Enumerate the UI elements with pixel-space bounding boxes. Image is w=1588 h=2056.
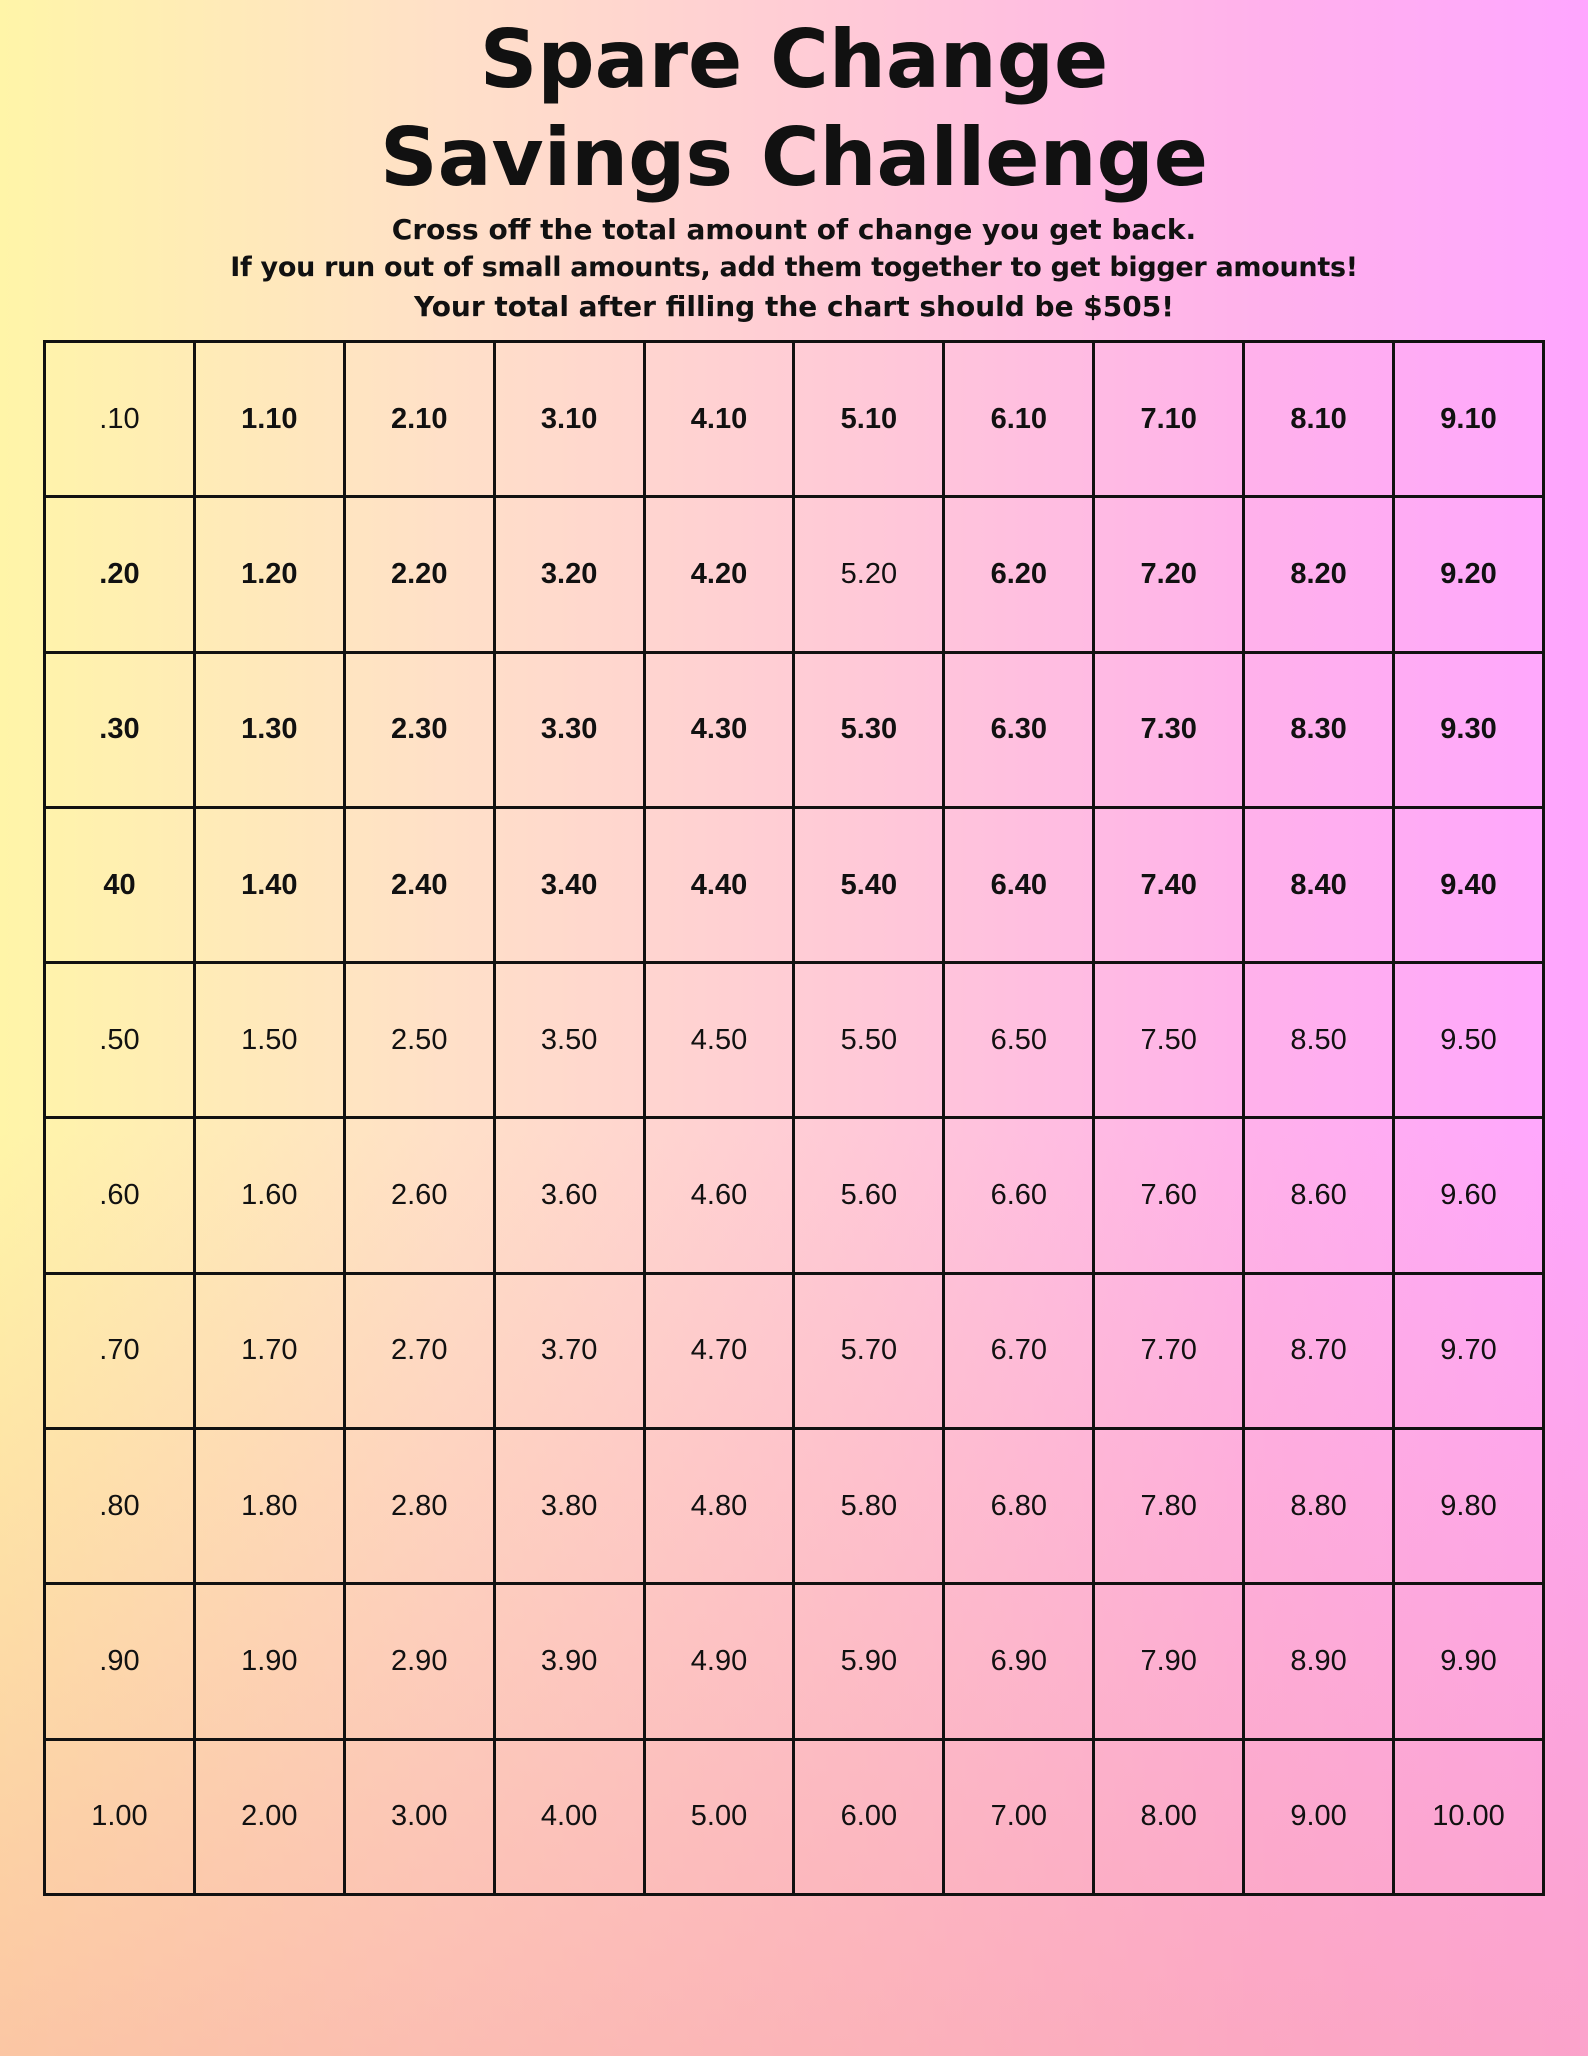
amount-cell[interactable]: 4.30 — [644, 652, 794, 807]
amount-cell[interactable]: 8.20 — [1244, 497, 1394, 652]
amount-cell[interactable]: 1.00 — [45, 1739, 195, 1894]
amount-cell[interactable]: 9.80 — [1394, 1429, 1544, 1584]
amount-cell[interactable]: 9.20 — [1394, 497, 1544, 652]
amount-cell[interactable]: 2.70 — [344, 1273, 494, 1428]
amount-cell[interactable]: 8.50 — [1244, 963, 1394, 1118]
amount-cell[interactable]: 1.40 — [194, 807, 344, 962]
amount-cell[interactable]: 6.90 — [944, 1584, 1094, 1739]
amount-cell[interactable]: 2.20 — [344, 497, 494, 652]
amount-cell[interactable]: 6.40 — [944, 807, 1094, 962]
amount-cell[interactable]: 8.80 — [1244, 1429, 1394, 1584]
amount-cell[interactable]: 9.10 — [1394, 342, 1544, 497]
amount-cell[interactable]: 4.40 — [644, 807, 794, 962]
amount-cell[interactable]: 7.00 — [944, 1739, 1094, 1894]
amount-cell[interactable]: 5.50 — [794, 963, 944, 1118]
amount-cell[interactable]: .80 — [45, 1429, 195, 1584]
title-line-1: Spare Change — [479, 13, 1109, 106]
amount-cell[interactable]: 8.70 — [1244, 1273, 1394, 1428]
amount-cell[interactable]: 7.20 — [1094, 497, 1244, 652]
amount-cell[interactable]: 7.90 — [1094, 1584, 1244, 1739]
amount-cell[interactable]: 6.10 — [944, 342, 1094, 497]
amount-cell[interactable]: 6.20 — [944, 497, 1094, 652]
amount-cell[interactable]: 4.20 — [644, 497, 794, 652]
amount-cell[interactable]: 2.40 — [344, 807, 494, 962]
amount-cell[interactable]: 4.50 — [644, 963, 794, 1118]
amount-cell[interactable]: 6.00 — [794, 1739, 944, 1894]
amount-cell[interactable]: 7.40 — [1094, 807, 1244, 962]
table-row — [45, 807, 1544, 962]
amount-cell[interactable]: 2.50 — [344, 963, 494, 1118]
amount-cell[interactable]: .90 — [45, 1584, 195, 1739]
amount-cell[interactable]: 40 — [45, 807, 195, 962]
amount-cell[interactable]: 5.00 — [644, 1739, 794, 1894]
amount-cell[interactable]: .60 — [45, 1118, 195, 1273]
amount-cell[interactable]: 5.20 — [794, 497, 944, 652]
table-row — [45, 963, 1544, 1118]
amount-cell[interactable]: 1.30 — [194, 652, 344, 807]
amount-cell[interactable]: 7.60 — [1094, 1118, 1244, 1273]
amount-cell[interactable]: 4.60 — [644, 1118, 794, 1273]
amount-cell[interactable]: 7.10 — [1094, 342, 1244, 497]
instruction-line-2: If you run out of small amounts, add them together to get bigger amounts! — [230, 252, 1358, 283]
amount-cell[interactable]: .50 — [45, 963, 195, 1118]
amount-cell[interactable]: 4.70 — [644, 1273, 794, 1428]
table-row — [45, 497, 1544, 652]
amount-cell[interactable]: 8.30 — [1244, 652, 1394, 807]
amount-cell[interactable]: 1.90 — [194, 1584, 344, 1739]
amount-cell[interactable]: 4.80 — [644, 1429, 794, 1584]
amount-cell[interactable]: 2.60 — [344, 1118, 494, 1273]
amount-cell[interactable]: 8.60 — [1244, 1118, 1394, 1273]
title-line-2: Savings Challenge — [379, 111, 1209, 204]
amount-cell[interactable]: 9.00 — [1244, 1739, 1394, 1894]
savings-chart-table — [43, 340, 1545, 1896]
amount-cell[interactable]: 9.90 — [1394, 1584, 1544, 1739]
amount-cell[interactable]: 3.60 — [494, 1118, 644, 1273]
amount-cell[interactable]: 5.80 — [794, 1429, 944, 1584]
amount-cell[interactable]: 3.10 — [494, 342, 644, 497]
amount-cell[interactable]: .20 — [45, 497, 195, 652]
amount-cell[interactable]: 1.50 — [194, 963, 344, 1118]
amount-cell[interactable]: 8.90 — [1244, 1584, 1394, 1739]
amount-cell[interactable]: 9.60 — [1394, 1118, 1544, 1273]
table-row — [45, 1273, 1544, 1428]
amount-cell[interactable]: 6.70 — [944, 1273, 1094, 1428]
amount-cell[interactable]: 3.90 — [494, 1584, 644, 1739]
instruction-line-3: Your total after filling the chart should be $505! — [413, 290, 1175, 323]
amount-cell[interactable]: 3.80 — [494, 1429, 644, 1584]
amount-cell[interactable]: 5.60 — [794, 1118, 944, 1273]
amount-cell[interactable]: 2.30 — [344, 652, 494, 807]
amount-cell[interactable]: 2.90 — [344, 1584, 494, 1739]
amount-cell[interactable]: 6.60 — [944, 1118, 1094, 1273]
amount-cell[interactable]: 8.10 — [1244, 342, 1394, 497]
amount-cell[interactable]: 3.30 — [494, 652, 644, 807]
amount-cell[interactable]: 7.70 — [1094, 1273, 1244, 1428]
amount-cell[interactable]: 4.10 — [644, 342, 794, 497]
amount-cell[interactable]: 3.70 — [494, 1273, 644, 1428]
amount-cell[interactable]: 6.80 — [944, 1429, 1094, 1584]
amount-cell[interactable]: 2.80 — [344, 1429, 494, 1584]
amount-cell[interactable]: 2.00 — [194, 1739, 344, 1894]
amount-cell[interactable]: 5.10 — [794, 342, 944, 497]
table-row — [45, 342, 1544, 497]
table-row — [45, 1429, 1544, 1584]
amount-cell[interactable]: 5.30 — [794, 652, 944, 807]
amount-cell[interactable]: 3.50 — [494, 963, 644, 1118]
amount-cell[interactable]: 1.60 — [194, 1118, 344, 1273]
amount-cell[interactable]: 9.40 — [1394, 807, 1544, 962]
amount-cell[interactable]: 7.80 — [1094, 1429, 1244, 1584]
amount-cell[interactable]: 9.70 — [1394, 1273, 1544, 1428]
amount-cell[interactable]: 3.40 — [494, 807, 644, 962]
amount-cell[interactable]: 3.00 — [344, 1739, 494, 1894]
amount-cell[interactable]: .30 — [45, 652, 195, 807]
amount-cell[interactable]: 9.50 — [1394, 963, 1544, 1118]
amount-cell[interactable]: 4.00 — [494, 1739, 644, 1894]
amount-cell[interactable]: 1.80 — [194, 1429, 344, 1584]
amount-cell[interactable]: 2.10 — [344, 342, 494, 497]
table-row — [45, 652, 1544, 807]
amount-cell[interactable]: 6.30 — [944, 652, 1094, 807]
table-row — [45, 1118, 1544, 1273]
instruction-line-1: Cross off the total amount of change you get back. — [391, 213, 1197, 246]
table-row — [45, 1739, 1544, 1894]
amount-cell[interactable]: 8.40 — [1244, 807, 1394, 962]
amount-cell[interactable]: .70 — [45, 1273, 195, 1428]
amount-cell[interactable]: 7.30 — [1094, 652, 1244, 807]
table-row — [45, 1584, 1544, 1739]
amount-cell[interactable]: 5.70 — [794, 1273, 944, 1428]
savings-chart-body — [45, 342, 1544, 1895]
amount-cell[interactable]: 5.90 — [794, 1584, 944, 1739]
amount-cell[interactable]: 1.20 — [194, 497, 344, 652]
amount-cell[interactable]: 7.50 — [1094, 963, 1244, 1118]
amount-cell[interactable]: 8.00 — [1094, 1739, 1244, 1894]
amount-cell[interactable]: 10.00 — [1394, 1739, 1544, 1894]
amount-cell[interactable]: 3.20 — [494, 497, 644, 652]
amount-cell[interactable]: 6.50 — [944, 963, 1094, 1118]
amount-cell[interactable]: 9.30 — [1394, 652, 1544, 807]
amount-cell[interactable]: .10 — [45, 342, 195, 497]
amount-cell[interactable]: 1.70 — [194, 1273, 344, 1428]
amount-cell[interactable]: 5.40 — [794, 807, 944, 962]
amount-cell[interactable]: 4.90 — [644, 1584, 794, 1739]
amount-cell[interactable]: 1.10 — [194, 342, 344, 497]
